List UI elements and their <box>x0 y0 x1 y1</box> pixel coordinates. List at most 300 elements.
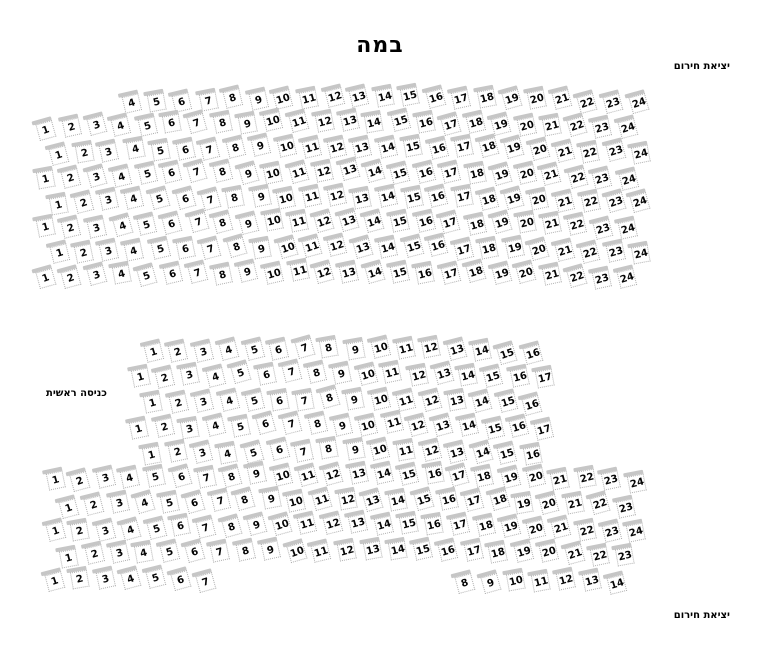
seat[interactable] <box>461 487 486 513</box>
seat[interactable] <box>34 166 58 191</box>
seat[interactable] <box>577 239 602 265</box>
seat[interactable] <box>84 163 109 190</box>
seat[interactable] <box>456 363 480 388</box>
seat[interactable] <box>600 89 625 115</box>
seat[interactable] <box>449 85 473 111</box>
seat[interactable] <box>190 438 215 464</box>
seat[interactable] <box>287 159 312 185</box>
seat[interactable] <box>439 110 464 137</box>
seat[interactable] <box>629 240 653 265</box>
seat[interactable] <box>233 485 258 512</box>
seat[interactable] <box>388 160 413 186</box>
seat[interactable] <box>261 107 286 133</box>
seat[interactable] <box>292 334 317 361</box>
seat[interactable] <box>336 486 360 511</box>
seat[interactable] <box>306 410 330 436</box>
seat[interactable] <box>192 388 217 414</box>
seat[interactable] <box>394 335 418 361</box>
seat[interactable] <box>427 135 452 161</box>
seat[interactable] <box>324 134 348 160</box>
seat[interactable] <box>325 183 349 209</box>
seat[interactable] <box>158 538 183 564</box>
seat[interactable] <box>318 436 342 461</box>
seat[interactable] <box>464 109 488 135</box>
seat[interactable] <box>452 133 476 159</box>
seat[interactable] <box>613 543 637 568</box>
seat[interactable] <box>246 86 270 112</box>
seat[interactable] <box>552 237 577 263</box>
seat[interactable] <box>141 390 165 415</box>
seat[interactable] <box>144 464 168 490</box>
seat[interactable] <box>563 491 587 516</box>
seat[interactable] <box>182 489 207 516</box>
seat[interactable] <box>346 510 370 536</box>
seat[interactable] <box>260 486 284 511</box>
seat[interactable] <box>124 136 148 161</box>
seat[interactable] <box>42 566 67 592</box>
seat[interactable] <box>537 490 562 516</box>
seat[interactable] <box>533 364 557 389</box>
seat[interactable] <box>388 107 413 133</box>
seat[interactable] <box>166 338 190 364</box>
seat[interactable] <box>579 188 603 214</box>
seat[interactable] <box>615 215 639 241</box>
seat[interactable] <box>311 208 336 235</box>
seat[interactable] <box>236 258 261 284</box>
seat[interactable] <box>372 460 396 486</box>
seat[interactable] <box>321 461 346 487</box>
seat[interactable] <box>520 340 545 366</box>
seat[interactable] <box>287 108 312 134</box>
seat[interactable] <box>182 538 207 564</box>
seat[interactable] <box>146 88 170 113</box>
seat[interactable] <box>275 234 300 261</box>
seat[interactable] <box>530 569 554 594</box>
seat[interactable] <box>72 189 97 215</box>
seat[interactable] <box>588 542 612 568</box>
seat[interactable] <box>199 235 224 261</box>
seat[interactable] <box>224 232 249 259</box>
seat[interactable] <box>482 415 506 441</box>
seat[interactable] <box>186 208 211 235</box>
seat[interactable] <box>109 112 134 138</box>
seat[interactable] <box>97 138 121 164</box>
seat[interactable] <box>250 235 274 260</box>
seat[interactable] <box>402 184 426 209</box>
seat[interactable] <box>398 511 422 536</box>
seat[interactable] <box>549 513 574 539</box>
seat[interactable] <box>575 517 599 542</box>
seat[interactable] <box>323 83 348 109</box>
seat[interactable] <box>149 235 173 261</box>
seat[interactable] <box>119 565 144 591</box>
seat[interactable] <box>229 413 253 439</box>
seat[interactable] <box>97 186 121 212</box>
seat[interactable] <box>84 110 109 136</box>
seat[interactable] <box>194 514 219 540</box>
seat[interactable] <box>447 461 472 488</box>
seat[interactable] <box>532 416 556 442</box>
seat[interactable] <box>362 258 387 285</box>
seat[interactable] <box>245 460 269 486</box>
seat[interactable] <box>338 107 362 133</box>
seat[interactable] <box>436 537 461 563</box>
seat[interactable] <box>82 491 107 517</box>
seat[interactable] <box>185 109 210 136</box>
seat[interactable] <box>127 415 151 441</box>
seat[interactable] <box>174 136 198 162</box>
seat[interactable] <box>300 233 325 259</box>
seat[interactable] <box>373 84 397 109</box>
seat[interactable] <box>217 336 242 362</box>
seat[interactable] <box>599 466 623 492</box>
seat[interactable] <box>439 159 464 185</box>
seat[interactable] <box>457 412 481 438</box>
seat[interactable] <box>33 115 58 142</box>
seat[interactable] <box>564 112 589 139</box>
seat[interactable] <box>296 462 321 488</box>
seat[interactable] <box>135 262 160 289</box>
seat[interactable] <box>465 211 489 237</box>
seat[interactable] <box>500 84 525 111</box>
seat[interactable] <box>486 539 510 564</box>
seat[interactable] <box>575 465 599 490</box>
seat[interactable] <box>431 360 456 386</box>
seat[interactable] <box>481 363 506 389</box>
seat[interactable] <box>603 188 628 215</box>
seat[interactable] <box>47 140 72 166</box>
seat[interactable] <box>453 569 478 595</box>
seat[interactable] <box>220 84 245 110</box>
seat[interactable] <box>430 412 455 438</box>
seat[interactable] <box>411 486 436 513</box>
seat[interactable] <box>587 489 612 516</box>
seat[interactable] <box>118 516 143 543</box>
seat[interactable] <box>501 134 526 160</box>
seat[interactable] <box>94 516 119 542</box>
seat[interactable] <box>361 537 385 562</box>
seat[interactable] <box>204 363 229 389</box>
seat[interactable] <box>68 566 92 591</box>
seat[interactable] <box>34 213 58 238</box>
seat[interactable] <box>337 206 362 233</box>
seat[interactable] <box>132 539 156 564</box>
seat[interactable] <box>423 461 447 486</box>
seat[interactable] <box>494 440 519 466</box>
seat[interactable] <box>192 338 217 364</box>
seat[interactable] <box>173 184 198 210</box>
seat[interactable] <box>574 88 599 114</box>
seat[interactable] <box>628 188 653 215</box>
seat[interactable] <box>267 336 291 362</box>
seat[interactable] <box>470 438 495 465</box>
seat[interactable] <box>295 510 319 536</box>
seat[interactable] <box>312 258 337 285</box>
seat[interactable] <box>85 214 109 240</box>
seat[interactable] <box>309 486 334 513</box>
seat[interactable] <box>401 232 426 258</box>
seat[interactable] <box>444 336 469 362</box>
seat[interactable] <box>179 415 203 440</box>
seat[interactable] <box>132 488 157 515</box>
seat[interactable] <box>129 363 153 388</box>
seat[interactable] <box>309 537 334 563</box>
seat[interactable] <box>274 185 298 211</box>
seat[interactable] <box>375 134 399 160</box>
seat[interactable] <box>167 389 191 415</box>
seat[interactable] <box>419 335 443 360</box>
seat[interactable] <box>590 114 614 140</box>
seat[interactable] <box>362 208 387 234</box>
seat[interactable] <box>514 259 539 285</box>
seat[interactable] <box>210 209 235 235</box>
seat[interactable] <box>337 259 361 285</box>
seat[interactable] <box>236 110 260 135</box>
seat[interactable] <box>321 510 346 536</box>
seat[interactable] <box>394 437 418 462</box>
seat[interactable] <box>57 493 82 519</box>
seat[interactable] <box>208 539 232 565</box>
seat[interactable] <box>347 83 372 109</box>
seat[interactable] <box>398 82 422 107</box>
seat[interactable] <box>313 108 337 134</box>
seat[interactable] <box>513 491 537 516</box>
seat[interactable] <box>279 358 304 384</box>
seat[interactable] <box>194 567 219 593</box>
seat[interactable] <box>60 113 84 139</box>
seat[interactable] <box>419 437 444 463</box>
seat[interactable] <box>362 158 387 185</box>
seat[interactable] <box>603 137 628 163</box>
seat[interactable] <box>489 260 514 286</box>
seat[interactable] <box>245 511 270 537</box>
seat[interactable] <box>108 489 132 515</box>
seat[interactable] <box>388 208 412 234</box>
seat[interactable] <box>68 517 92 542</box>
seat[interactable] <box>512 538 537 564</box>
seat[interactable] <box>136 112 160 138</box>
seat[interactable] <box>525 85 549 111</box>
seat[interactable] <box>271 84 296 110</box>
seat[interactable] <box>368 436 393 462</box>
seat[interactable] <box>284 488 308 514</box>
seat[interactable] <box>47 239 72 265</box>
seat[interactable] <box>255 361 279 387</box>
seat[interactable] <box>210 158 235 184</box>
seat[interactable] <box>386 488 410 513</box>
seat[interactable] <box>448 511 472 537</box>
seat[interactable] <box>507 413 532 439</box>
seat[interactable] <box>287 208 311 233</box>
seat[interactable] <box>514 160 539 186</box>
seat[interactable] <box>489 209 514 236</box>
seat[interactable] <box>397 461 421 487</box>
seat[interactable] <box>386 536 410 561</box>
seat[interactable] <box>548 466 572 491</box>
seat[interactable] <box>108 539 132 565</box>
seat[interactable] <box>515 210 539 235</box>
seat[interactable] <box>540 210 564 235</box>
seat[interactable] <box>477 186 502 212</box>
seat[interactable] <box>363 109 387 134</box>
seat[interactable] <box>624 518 648 544</box>
seat[interactable] <box>437 486 461 512</box>
seat[interactable] <box>43 517 68 543</box>
seat[interactable] <box>502 234 526 260</box>
seat[interactable] <box>312 158 336 184</box>
seat[interactable] <box>372 511 396 537</box>
seat[interactable] <box>489 160 514 187</box>
seat[interactable] <box>343 386 367 411</box>
seat[interactable] <box>414 109 438 134</box>
seat[interactable] <box>168 566 193 593</box>
seat[interactable] <box>67 467 92 493</box>
seat[interactable] <box>33 263 58 290</box>
seat[interactable] <box>478 568 503 595</box>
seat[interactable] <box>292 438 316 464</box>
seat[interactable] <box>615 264 640 290</box>
seat[interactable] <box>234 537 258 563</box>
seat[interactable] <box>236 160 261 187</box>
seat[interactable] <box>141 337 166 363</box>
seat[interactable] <box>229 359 254 386</box>
seat[interactable] <box>149 137 173 162</box>
seat[interactable] <box>143 564 168 590</box>
seat[interactable] <box>388 259 412 285</box>
seat[interactable] <box>118 464 142 490</box>
seat[interactable] <box>351 234 376 261</box>
seat[interactable] <box>93 566 117 592</box>
seat[interactable] <box>185 259 210 285</box>
seat[interactable] <box>211 109 235 135</box>
seat[interactable] <box>223 185 247 210</box>
seat[interactable] <box>470 337 494 362</box>
seat[interactable] <box>293 387 317 412</box>
seat[interactable] <box>422 512 446 537</box>
seat[interactable] <box>274 133 298 159</box>
seat[interactable] <box>590 265 614 291</box>
seat[interactable] <box>208 487 233 513</box>
seat[interactable] <box>405 412 430 438</box>
seat[interactable] <box>122 237 146 263</box>
seat[interactable] <box>604 569 629 595</box>
seat[interactable] <box>279 410 304 436</box>
seat[interactable] <box>337 156 362 182</box>
seat[interactable] <box>414 208 438 234</box>
seat[interactable] <box>527 186 551 212</box>
seat[interactable] <box>477 133 502 159</box>
seat[interactable] <box>242 387 267 413</box>
seat[interactable] <box>43 466 67 492</box>
seat[interactable] <box>47 191 71 216</box>
seat[interactable] <box>465 160 489 185</box>
seat[interactable] <box>85 261 110 287</box>
seat[interactable] <box>72 239 96 265</box>
seat[interactable] <box>122 185 146 211</box>
seat[interactable] <box>464 258 489 284</box>
seat[interactable] <box>224 134 249 160</box>
seat[interactable] <box>144 515 169 541</box>
seat[interactable] <box>160 109 184 134</box>
seat[interactable] <box>325 232 350 258</box>
seat[interactable] <box>250 183 274 208</box>
seat[interactable] <box>438 208 463 234</box>
seat[interactable] <box>376 234 400 260</box>
seat[interactable] <box>288 257 312 282</box>
seat[interactable] <box>271 462 296 488</box>
seat[interactable] <box>629 140 653 165</box>
seat[interactable] <box>578 139 602 165</box>
seat[interactable] <box>153 413 177 439</box>
seat[interactable] <box>148 185 173 211</box>
seat[interactable] <box>439 259 464 285</box>
seat[interactable] <box>565 263 590 290</box>
seat[interactable] <box>58 264 83 290</box>
seat[interactable] <box>268 435 293 461</box>
seat[interactable] <box>297 85 321 110</box>
seat[interactable] <box>550 85 575 111</box>
seat[interactable] <box>97 237 121 263</box>
seat[interactable] <box>414 159 439 185</box>
seat[interactable] <box>401 134 425 159</box>
seat[interactable] <box>565 163 590 189</box>
seat[interactable] <box>407 362 431 387</box>
seat[interactable] <box>119 89 143 115</box>
seat[interactable] <box>346 460 370 486</box>
seat[interactable] <box>160 159 184 185</box>
seat[interactable] <box>524 463 548 489</box>
seat[interactable] <box>462 537 486 563</box>
seat[interactable] <box>318 334 342 359</box>
seat[interactable] <box>58 164 83 190</box>
seat[interactable] <box>236 209 261 235</box>
seat[interactable] <box>590 165 615 191</box>
seat[interactable] <box>381 409 405 435</box>
seat[interactable] <box>204 412 229 438</box>
seat[interactable] <box>94 464 118 490</box>
seat[interactable] <box>174 235 198 261</box>
seat[interactable] <box>211 261 235 287</box>
seat[interactable] <box>317 384 342 411</box>
seat[interactable] <box>413 260 437 285</box>
seat[interactable] <box>305 359 329 385</box>
seat[interactable] <box>220 512 245 539</box>
seat[interactable] <box>356 360 381 386</box>
seat[interactable] <box>472 463 496 489</box>
seat[interactable] <box>169 462 194 488</box>
seat[interactable] <box>554 566 578 592</box>
seat[interactable] <box>498 513 523 539</box>
seat[interactable] <box>110 163 135 189</box>
seat[interactable] <box>344 337 368 362</box>
seat[interactable] <box>330 360 354 386</box>
seat[interactable] <box>376 183 400 209</box>
seat[interactable] <box>259 536 283 562</box>
seat[interactable] <box>262 208 286 233</box>
seat[interactable] <box>524 515 549 541</box>
seat[interactable] <box>473 512 497 538</box>
seat[interactable] <box>248 132 273 158</box>
seat[interactable] <box>477 235 501 260</box>
seat[interactable] <box>615 114 640 140</box>
seat[interactable] <box>527 136 552 162</box>
seat[interactable] <box>161 260 185 286</box>
seat[interactable] <box>254 410 279 436</box>
seat[interactable] <box>625 469 649 494</box>
seat[interactable] <box>285 537 310 564</box>
seat[interactable] <box>423 83 448 109</box>
seat[interactable] <box>262 260 286 286</box>
